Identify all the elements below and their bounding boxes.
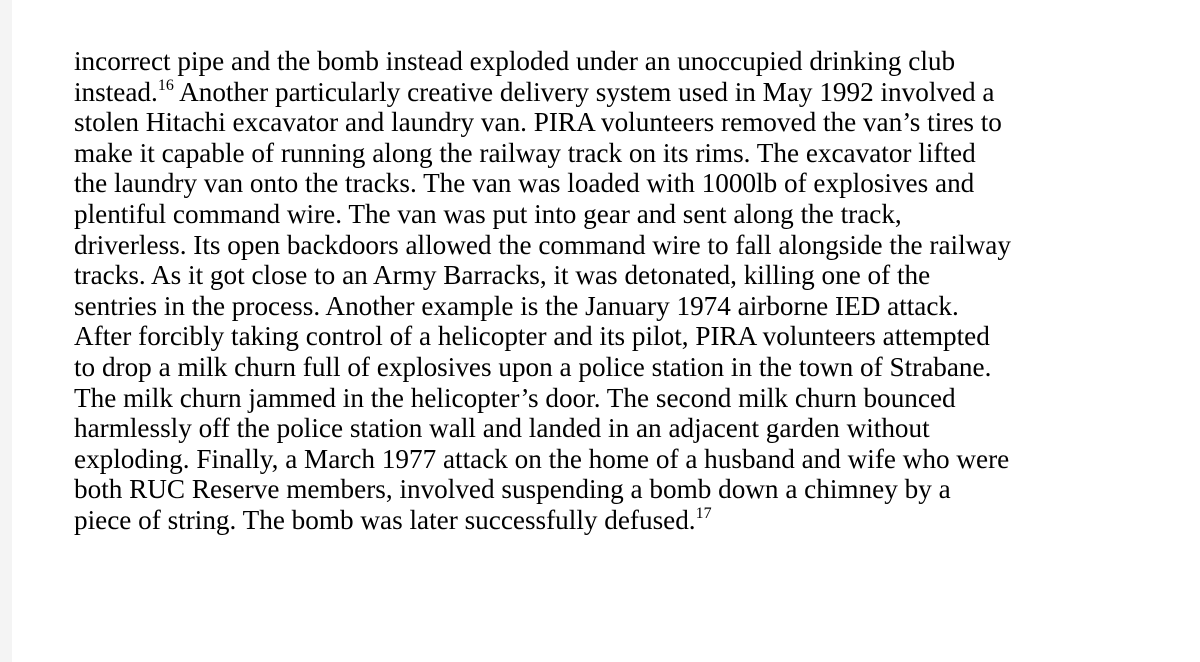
text-line: The milk churn jammed in the helicopter’s door. The second milk churn bounced (74, 382, 956, 413)
text-line: exploding. Finally, a March 1977 attack on the home of a husband and wife who were (74, 443, 1010, 474)
text-line (74, 505, 1184, 536)
text-line: tracks. As it got close to an Army Barracks, it was detonated, killing one of the (74, 260, 931, 291)
text-line (74, 77, 1184, 108)
text-fragment: Another particularly creative delivery system used in May 1992 involved a (173, 76, 995, 107)
text-line: stolen Hitachi excavator and laundry van. PIRA volunteers removed the van’s tires to (74, 107, 1002, 138)
footnote-ref[interactable]: 16 (157, 76, 174, 94)
document-page (12, 0, 1200, 662)
text-line: plentiful command wire. The van was put into gear and sent along the track, (74, 198, 902, 229)
text-line: make it capable of running along the railway track on its rims. The excavator lifted (74, 137, 976, 168)
text-fragment: piece of string. The bomb was later successfully defused. (74, 504, 696, 535)
text-fragment: instead. (74, 76, 158, 107)
text-line: harmlessly off the police station wall and landed in an adjacent garden without (74, 413, 930, 444)
text-line: sentries in the process. Another example is the January 1974 airborne IED attack. (74, 290, 959, 321)
footnote-ref[interactable]: 17 (695, 504, 712, 522)
text-line: driverless. Its open backdoors allowed the command wire to fall alongside the railway (74, 229, 1011, 260)
text-line: the laundry van onto the tracks. The van was loaded with 1000lb of explosives and (74, 168, 975, 199)
text-line: After forcibly taking control of a helicopter and its pilot, PIRA volunteers attempted (74, 321, 990, 352)
text-line: incorrect pipe and the bomb instead exploded under an unoccupied drinking club (74, 46, 956, 76)
body-paragraph (74, 46, 1184, 536)
text-line: both RUC Reserve members, involved suspending a bomb down a chimney by a (74, 474, 951, 505)
text-line: to drop a milk churn full of explosives upon a police station in the town of Strabane. (74, 351, 992, 382)
